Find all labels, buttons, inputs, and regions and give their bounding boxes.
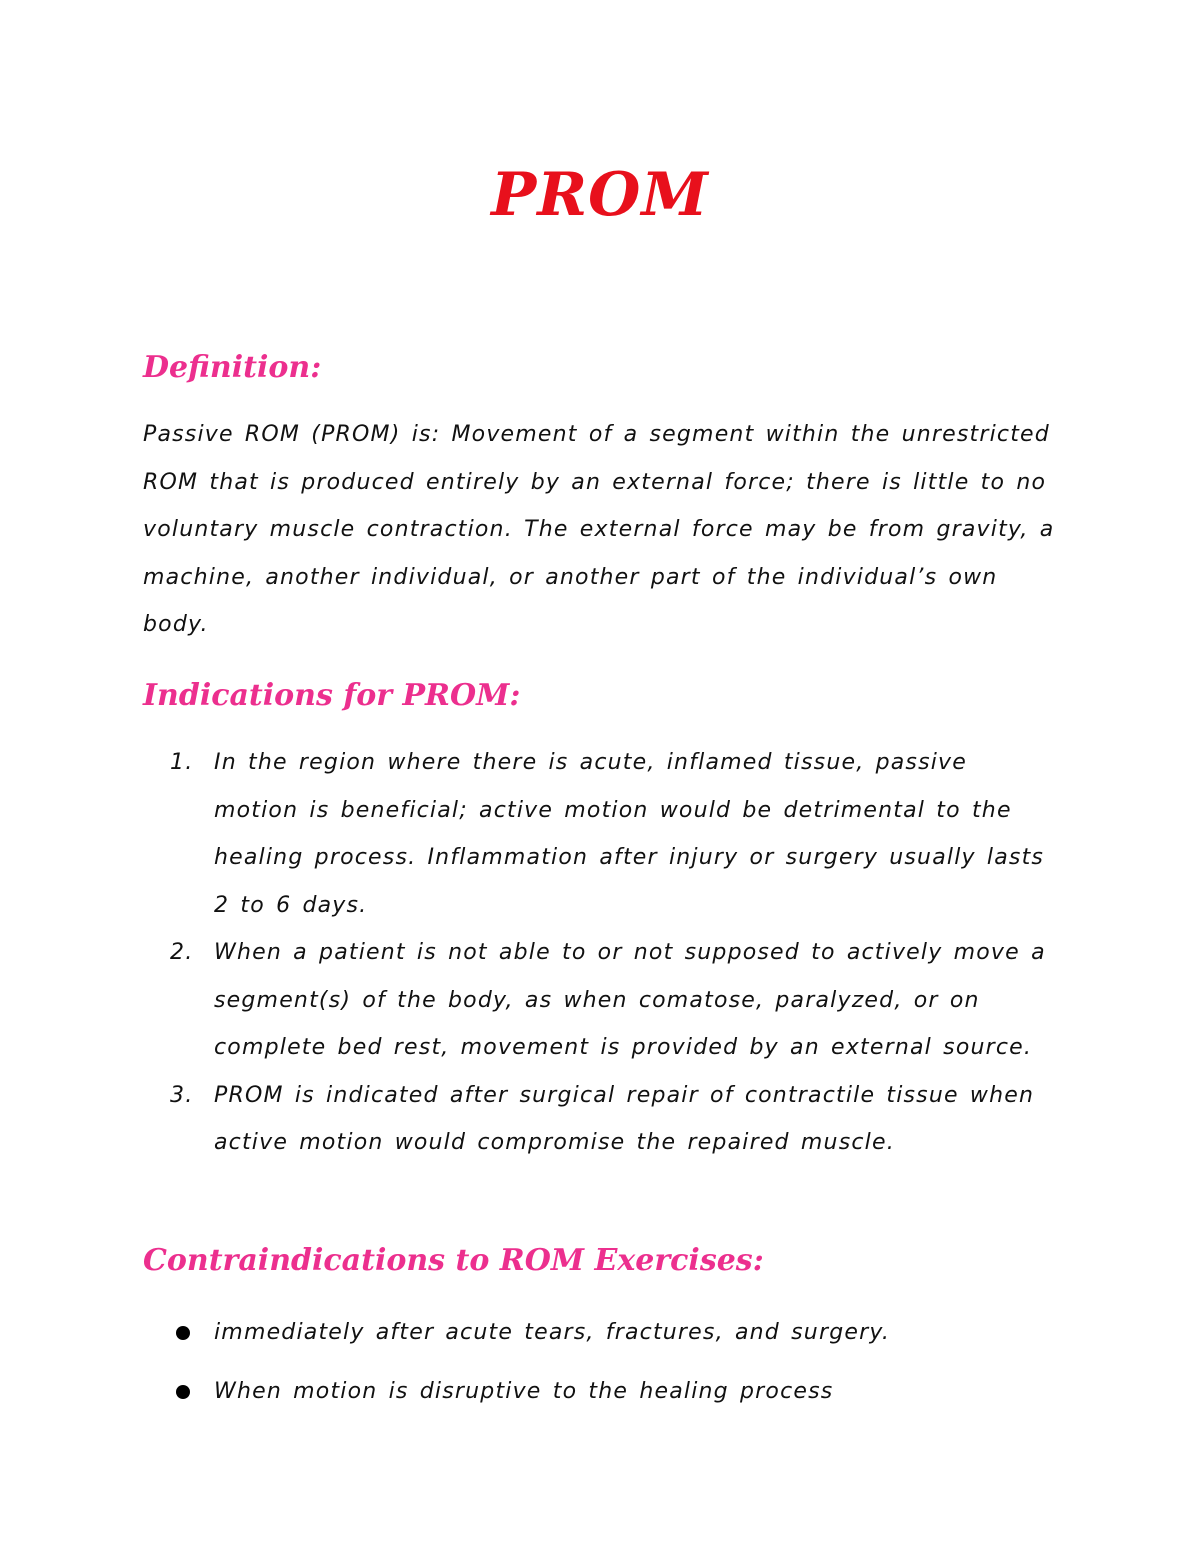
contraindication-text: When motion is disruptive to the healing process (214, 1379, 834, 1404)
indications-list (170, 739, 1060, 1167)
contraindications-list (170, 1318, 1060, 1436)
contraindication-item-1 (170, 1318, 1060, 1348)
indication-number: 2. (170, 940, 194, 965)
indication-item-3 (170, 1072, 1060, 1167)
bullet-icon (176, 1385, 190, 1399)
page-title: PROM (491, 160, 709, 230)
indication-text: When a patient is not able to or not supposed to actively move a segment(s) of the body, as when comatose, paralyzed, or on complete bed rest, movement is provided by an external source. (214, 940, 1046, 1060)
indication-item-2 (170, 929, 1060, 1072)
indication-number: 1. (170, 750, 194, 775)
indication-item-1 (170, 739, 1060, 929)
contraindication-text: immediately after acute tears, fractures, and surgery. (214, 1320, 891, 1345)
contraindication-item-2 (170, 1377, 1060, 1407)
indication-text: PROM is indicated after surgical repair of contractile tissue when active motion would compromise the repaired muscle. (214, 1082, 1035, 1155)
indication-number: 3. (170, 1082, 194, 1108)
definition-heading: Definition: (143, 350, 322, 385)
indication-text: In the region where there is acute, inflamed tissue, passive motion is beneficial; active motion would be detrimental to the healing process. Inflammation after injury or surgery usually lasts 2 to 6 days. (214, 750, 1045, 918)
contraindications-heading: Contraindications to ROM Exercises: (143, 1243, 764, 1278)
indications-heading: Indications for PROM: (143, 678, 521, 713)
bullet-icon (176, 1326, 190, 1340)
definition-text: Passive ROM (PROM) is: Movement of a segment within the unrestricted ROM that is produced entirely by an external force; there is little to no voluntary muscle contraction. The external force may be from gravity, a machine, another individual, or another part of the individual’s own body. (143, 422, 1055, 637)
